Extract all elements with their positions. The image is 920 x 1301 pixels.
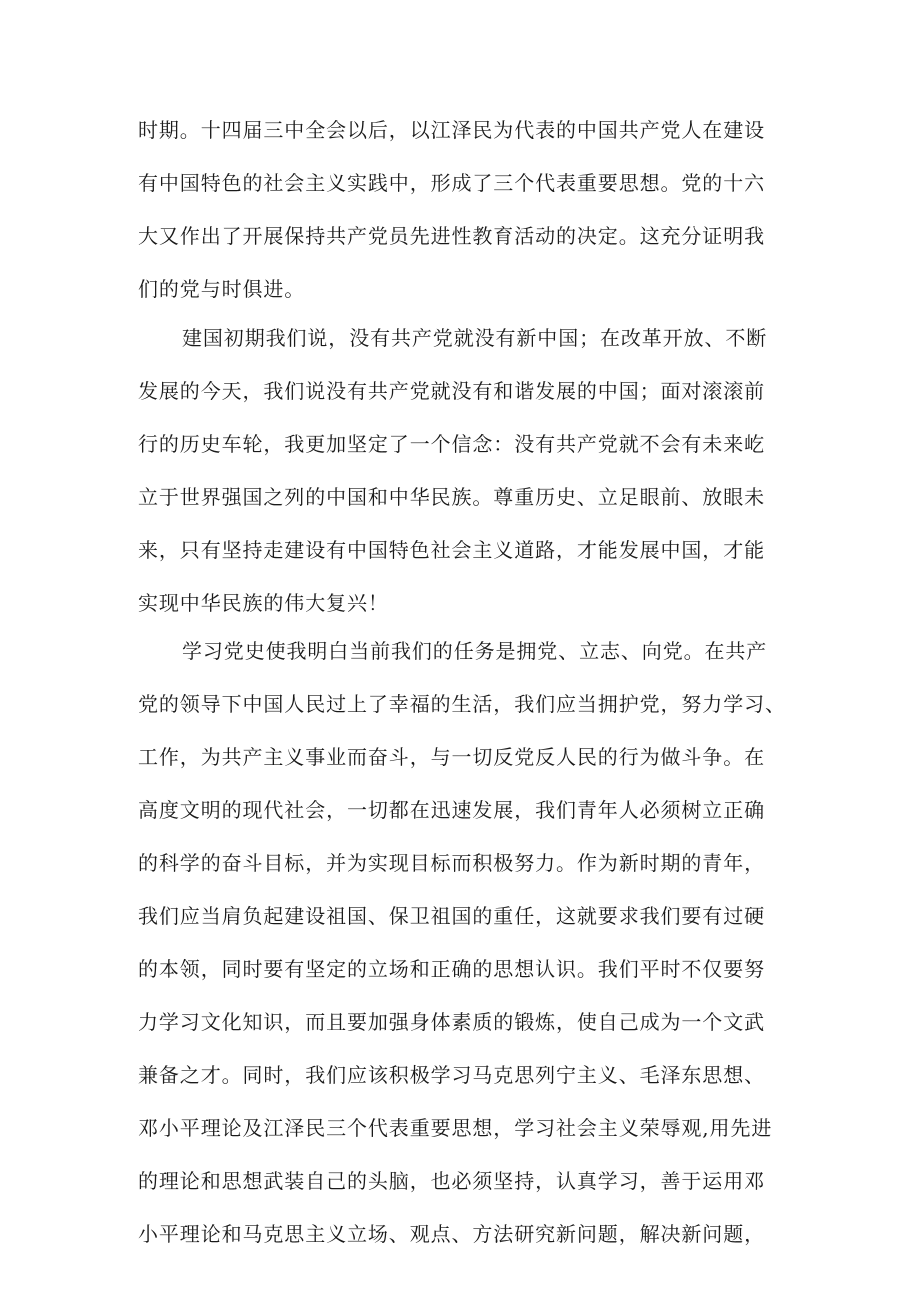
text-line: 的本领，同时要有坚定的立场和正确的思想认识。我们平时不仅要努 <box>138 957 765 981</box>
paragraph-3 <box>138 625 786 1261</box>
text-line: 来，只有坚持走建设有中国特色社会主义道路，才能发展中国，才能 <box>138 538 765 562</box>
text-line: 大又作出了开展保持共产党员先进性教育活动的决定。这充分证明我 <box>138 224 765 248</box>
text-line: 学习党史使我明白当前我们的任务是拥党、立志、向党。在共产 <box>182 639 768 663</box>
text-line: 力学习文化知识，而且要加强身体素质的锻炼，使自己成为一个文武 <box>138 1010 765 1034</box>
text-line: 兼备之才。同时，我们应该积极学习马克思列宁主义、毛泽东思想、 <box>138 1063 765 1087</box>
text-line: 建国初期我们说，没有共产党就没有新中国；在改革开放、不断 <box>182 326 768 350</box>
text-line: 小平理论和马克思主义立场、观点、方法研究新问题，解决新问题， <box>138 1222 765 1246</box>
text-line: 工作，为共产主义事业而奋斗，与一切反党反人民的行为做斗争。在 <box>138 745 765 769</box>
text-line: 立于世界强国之列的中国和中华民族。尊重历史、立足眼前、放眼未 <box>138 485 765 509</box>
text-line: 党的领导下中国人民过上了幸福的生活，我们应当拥护党，努力学习、 <box>138 692 786 716</box>
text-line: 的科学的奋斗目标，并为实现目标而积极努力。作为新时期的青年， <box>138 851 765 875</box>
text-line: 我们应当肩负起建设祖国、保卫祖国的重任，这就要求我们要有过硬 <box>138 904 765 928</box>
text-line: 高度文明的现代社会，一切都在迅速发展，我们青年人必须树立正确 <box>138 798 765 822</box>
text-line: 实现中华民族的伟大复兴！ <box>138 591 389 615</box>
text-line: 行的历史车轮，我更加坚定了一个信念：没有共产党就不会有未来屹 <box>138 432 765 456</box>
paragraph-2 <box>138 312 767 630</box>
paragraph-1 <box>138 104 765 316</box>
text-line: 邓小平理论及江泽民三个代表重要思想，学习社会主义荣辱观,用先进 <box>138 1116 773 1140</box>
text-line: 的理论和思想武装自己的头脑，也必须坚持，认真学习，善于运用邓 <box>138 1169 765 1193</box>
text-line: 有中国特色的社会主义实践中，形成了三个代表重要思想。党的十六 <box>138 171 765 195</box>
text-line: 们的党与时俱进。 <box>138 277 306 301</box>
text-line: 发展的今天，我们说没有共产党就没有和谐发展的中国；面对滚滚前 <box>138 379 765 403</box>
text-line: 时期。十四届三中全会以后，以江泽民为代表的中国共产党人在建设 <box>138 118 765 142</box>
